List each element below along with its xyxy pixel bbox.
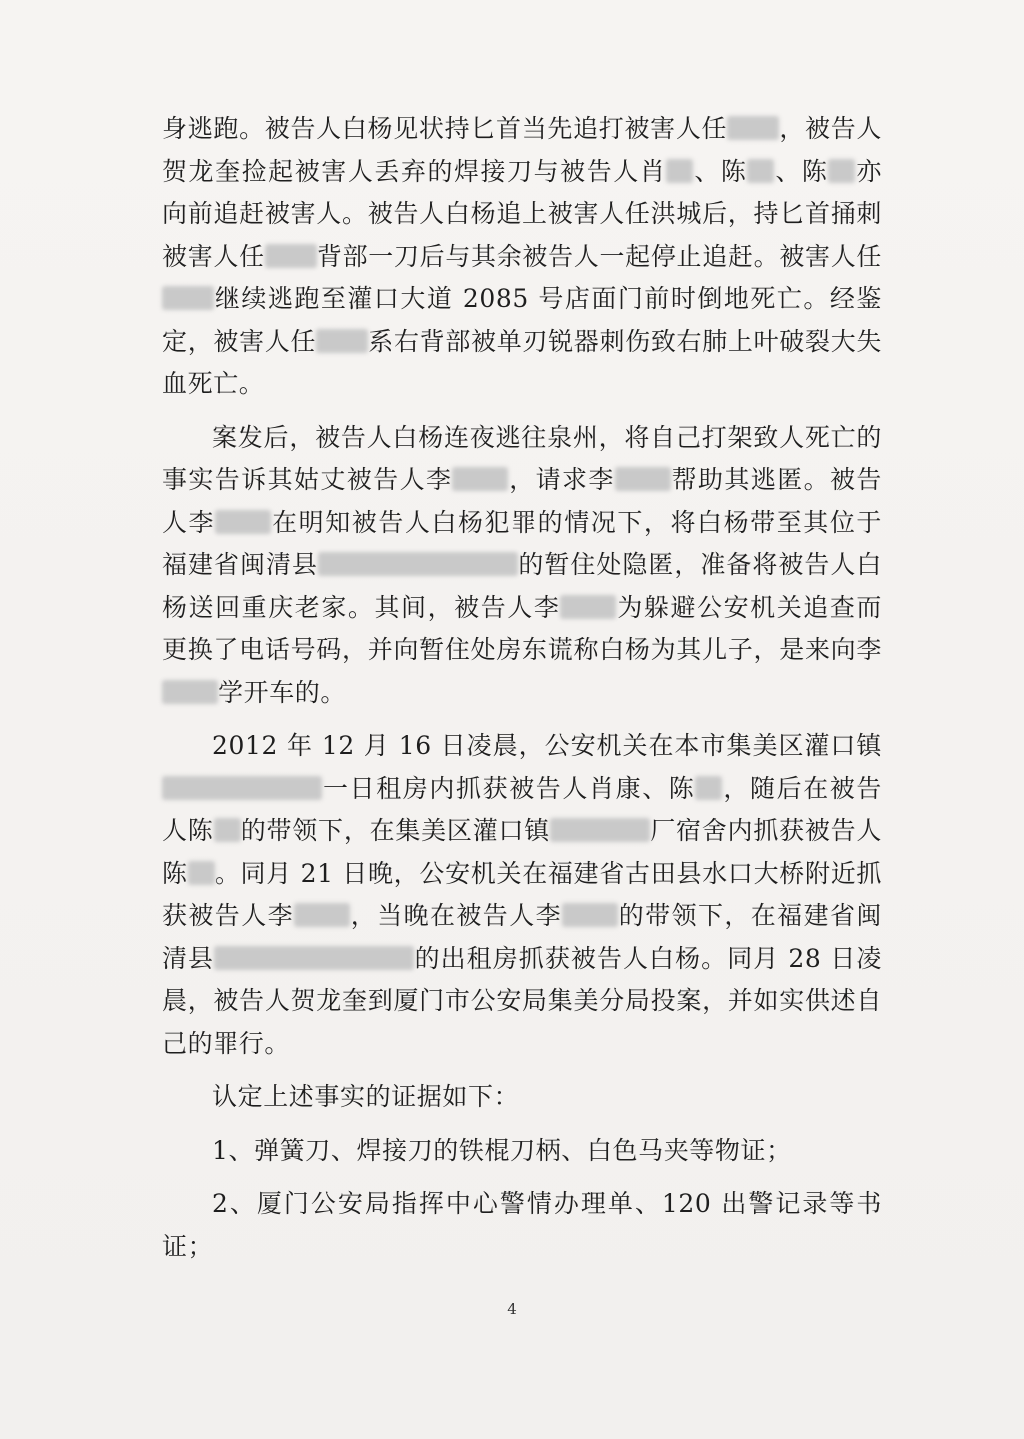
text-segment: 继续逃跑至灌口大道 2085 号店面门前时倒地死亡。经鉴定，被害人任 — [162, 284, 882, 356]
redaction-mark — [828, 159, 855, 183]
text-segment: 的暂住处隐匿，准备将被告人白杨送回重庆老家。其间，被告人李 — [162, 550, 882, 622]
redaction-mark — [316, 329, 368, 353]
redaction-mark — [452, 467, 508, 491]
text-segment: ，被告人贺龙奎捡起被害人丢弃的焊接刀与被告人肖 — [162, 114, 883, 186]
redaction-mark — [747, 159, 774, 183]
page-number: 4 — [507, 1300, 517, 1318]
text-segment: 2、厦门公安局指挥中心警情办理单、120 出警记录等书证； — [162, 1189, 882, 1261]
redaction-mark — [294, 903, 350, 927]
redaction-mark — [214, 946, 414, 970]
redaction-mark — [318, 552, 518, 576]
text-segment: 、陈 — [693, 156, 748, 186]
text-segment: ，当晚在被告人李 — [350, 901, 562, 930]
paragraph-evidence-intro — [162, 1076, 882, 1119]
paragraph-facts-continued — [162, 108, 882, 406]
text-segment: 的带领下，在福建省闽清县 — [162, 901, 882, 973]
redaction-mark — [215, 510, 271, 534]
redaction-mark — [615, 467, 671, 491]
text-segment: 的带领下，在集美区灌口镇 — [240, 816, 551, 845]
redaction-mark — [188, 861, 215, 885]
text-segment: 亦向前追赶被害人。被告人白杨追上被害人任洪城后，持匕首捅刺被害人任 — [162, 156, 883, 271]
text-segment: 。同月 21 日晚，公安机关在福建省古田县水口大桥附近抓获被告人李 — [162, 858, 882, 930]
text-segment: ，随后在被告人陈 — [162, 773, 882, 845]
redaction-mark — [727, 116, 779, 140]
paragraph-after-incident — [162, 417, 882, 715]
redaction-mark — [666, 159, 693, 183]
text-segment: 为躲避公安机关追查而更换了电话号码，并向暂住处房东谎称白杨为其儿子，是来向李 — [162, 592, 882, 664]
redaction-mark — [162, 776, 322, 800]
redaction-mark — [562, 903, 618, 927]
text-segment: 1、弹簧刀、焊接刀的铁棍刀柄、白色马夹等物证； — [212, 1135, 792, 1165]
text-segment: 系右背部被单刃锐器刺伤致右肺上叶破裂大失血死亡。 — [162, 326, 882, 398]
paragraph-evidence-item-1 — [162, 1130, 882, 1173]
paragraph-arrests — [162, 725, 882, 1065]
text-segment: 案发后，被告人白杨连夜逃往泉州，将自己打架致人死亡的事实告诉其姑丈被告人李 — [162, 422, 882, 494]
text-segment: 2012 年 12 月 16 日凌晨，公安机关在本市集美区灌口镇 — [212, 731, 882, 760]
text-segment: 身逃跑。被告人白杨见状持匕首当先追打被害人任 — [162, 114, 728, 143]
text-segment: 在明知被告人白杨犯罪的情况下，将白杨带至其位于福建省闽清县 — [162, 507, 882, 579]
text-segment: 、陈 — [774, 156, 829, 186]
redaction-mark — [550, 818, 650, 842]
text-segment: 的出租房抓获被告人白杨。同月 28 日凌晨，被告人贺龙奎到厦门市公安局集美分局投案，并如实供述自己的罪行。 — [162, 943, 882, 1058]
text-segment: 认定上述事实的证据如下： — [212, 1082, 520, 1111]
text-segment: 厂宿舍内抓获被告人陈 — [162, 816, 883, 888]
paragraph-evidence-item-2 — [162, 1183, 882, 1268]
redaction-mark — [695, 776, 722, 800]
document-body — [162, 108, 882, 1279]
text-segment: 帮助其逃匿。被告人李 — [162, 465, 882, 537]
redaction-mark — [265, 244, 317, 268]
redaction-mark — [162, 286, 214, 310]
redaction-mark — [214, 818, 241, 842]
text-segment: 背部一刀后与其余被告人一起停止追赶。被害人任 — [316, 241, 883, 271]
redaction-mark — [560, 595, 616, 619]
redaction-mark — [162, 680, 218, 704]
text-segment: ，请求李 — [508, 465, 615, 494]
text-segment: 学开车的。 — [218, 677, 347, 707]
text-segment: 一日租房内抓获被告人肖康、陈 — [322, 773, 696, 803]
